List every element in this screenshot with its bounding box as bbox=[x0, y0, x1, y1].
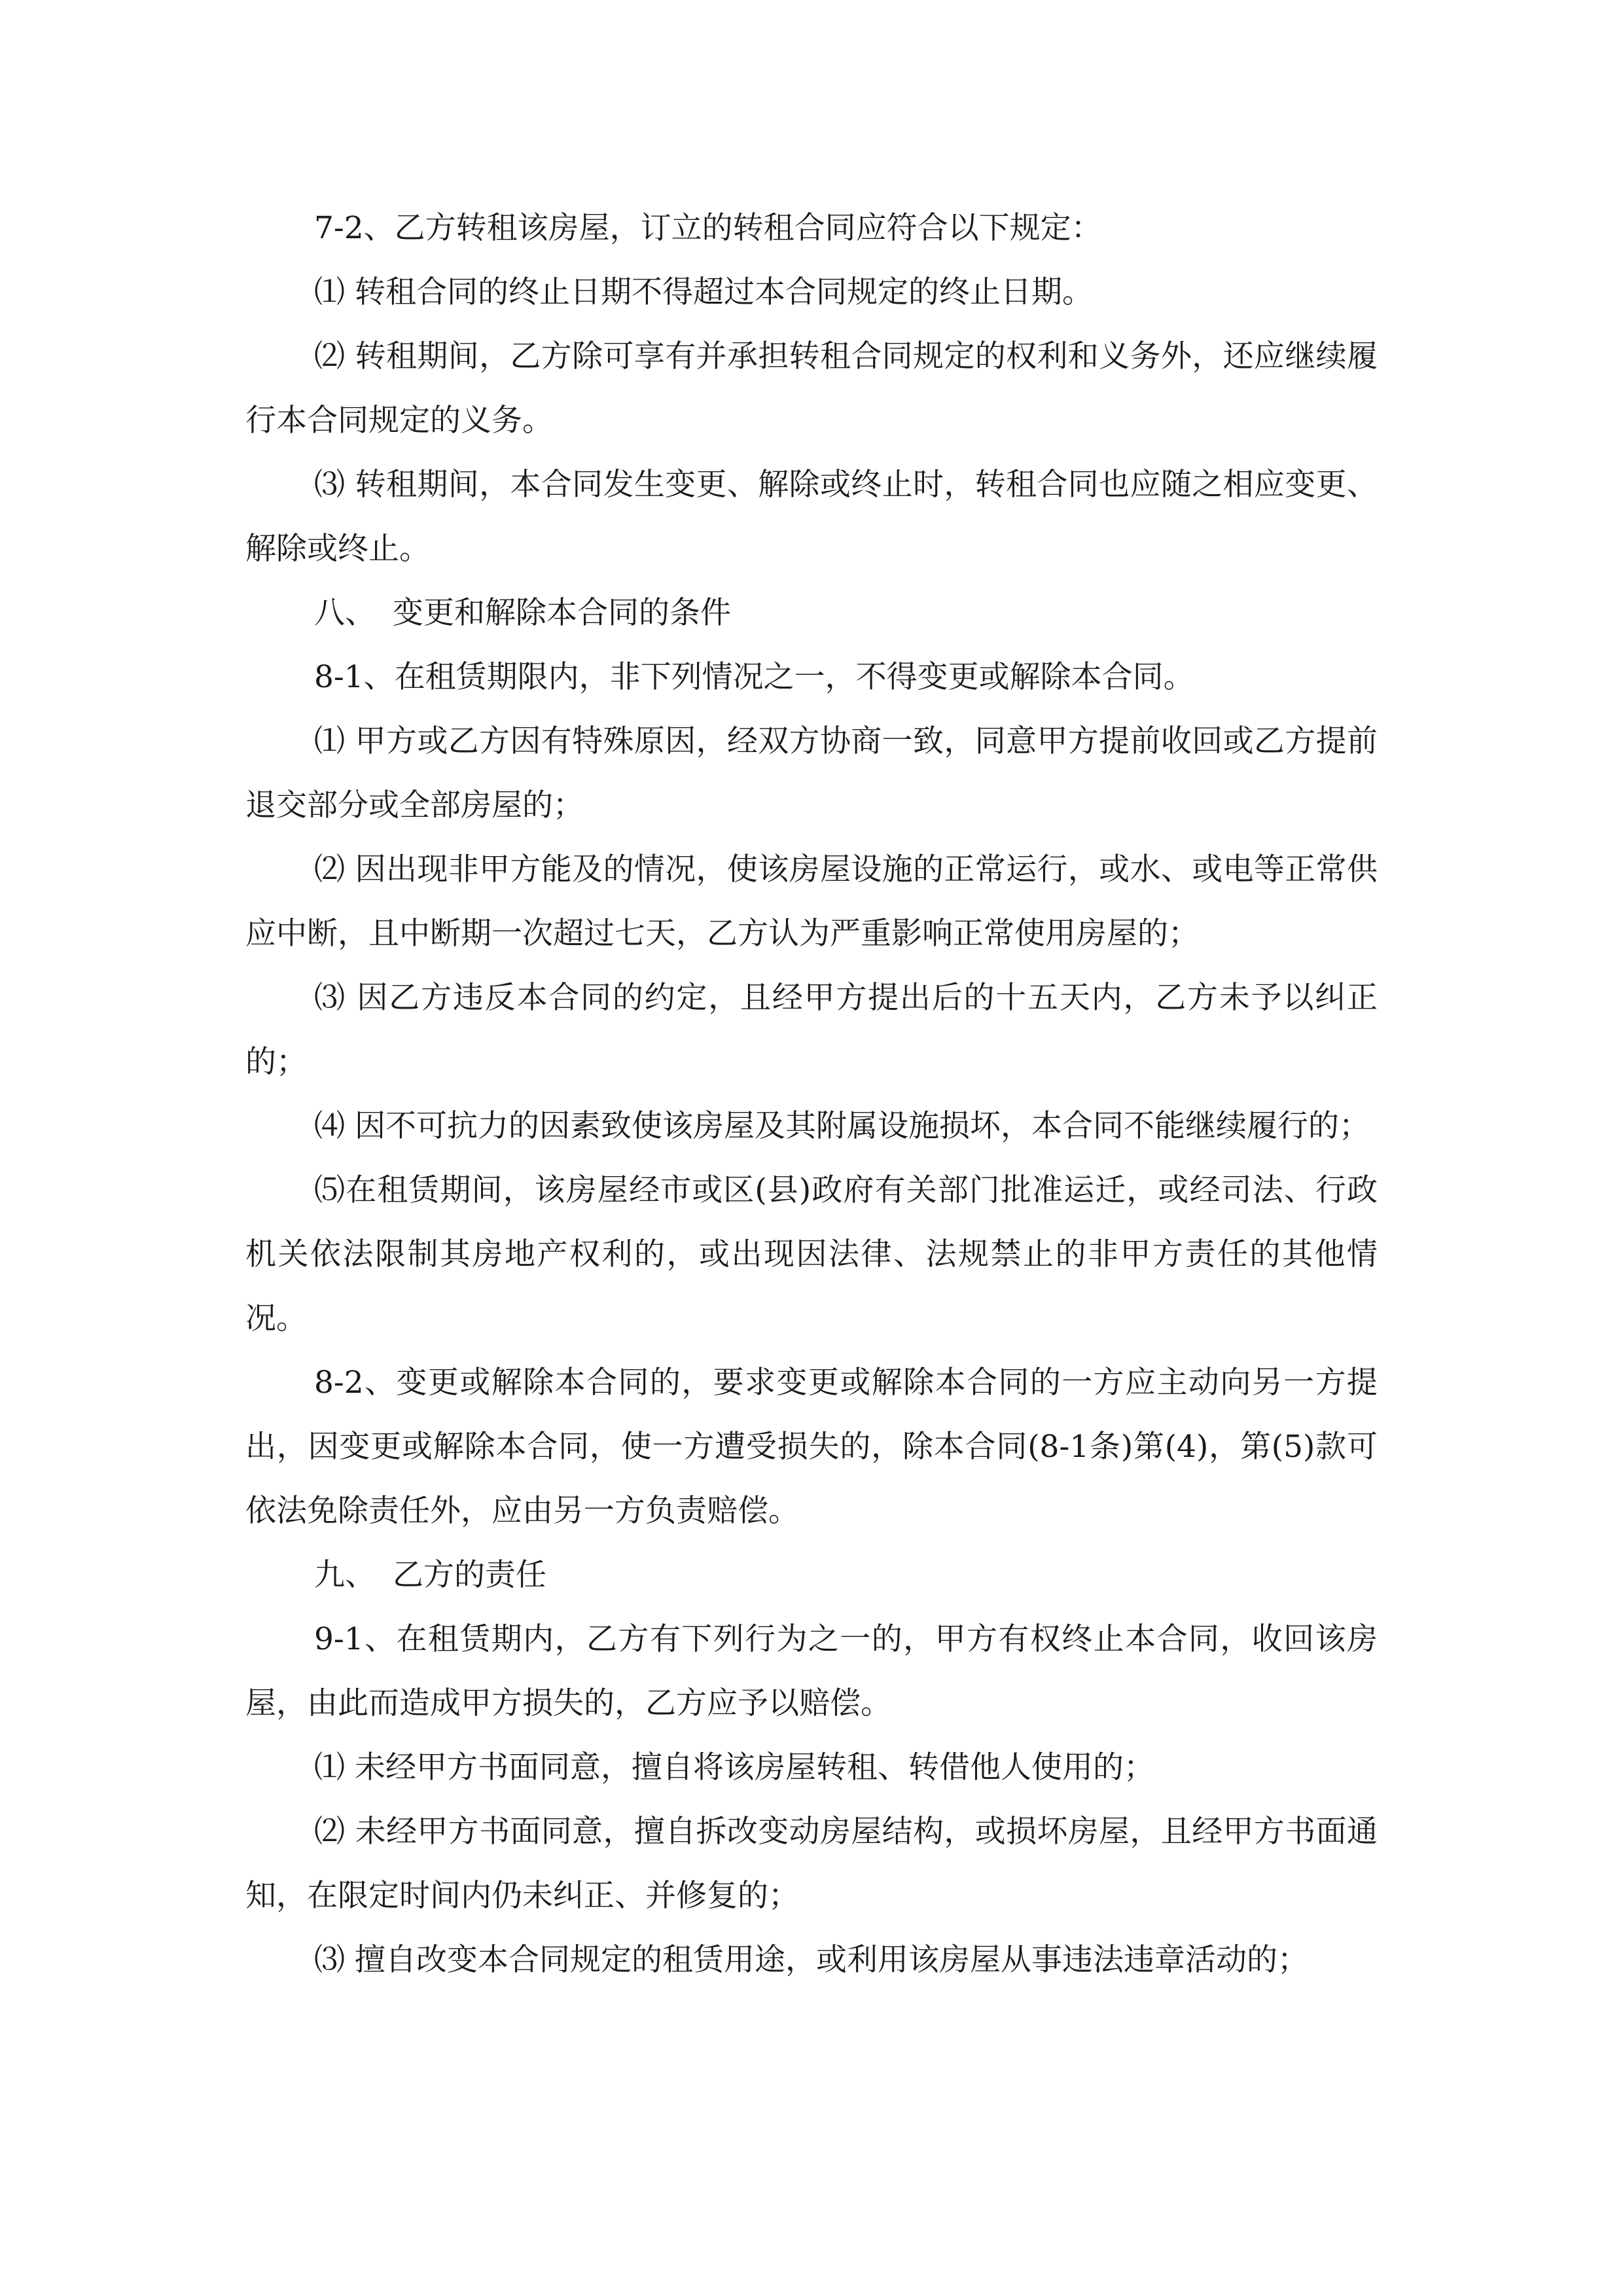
document-body bbox=[245, 196, 1378, 1992]
clause-8-1-item-4: ⑷ 因不可抗力的因素致使该房屋及其附属设施损坏，本合同不能继续履行的； bbox=[314, 1108, 1370, 1144]
clause-8-1-item-1: ⑴ 甲方或乙方因有特殊原因，经双方协商一致，同意甲方提前收回或乙方提前退交部分或全部房屋的； bbox=[245, 723, 1378, 823]
section-8-number: 八、 bbox=[314, 595, 376, 631]
clause-7-2-item-3: ⑶ 转租期间，本合同发生变更、解除或终止时，转租合同也应随之相应变更、解除或终止。 bbox=[245, 467, 1378, 567]
clause-9-1: 9-1、在租赁期内，乙方有下列行为之一的，甲方有权终止本合同，收回该房屋，由此而造成甲方损失的，乙方应予以赔偿。 bbox=[245, 1621, 1378, 1721]
section-9-title: 乙方的责任 bbox=[393, 1557, 546, 1593]
clause-8-1: 8-1、在租赁期限内，非下列情况之一，不得变更或解除本合同。 bbox=[314, 659, 1194, 695]
clause-7-2-item-1: ⑴ 转租合同的终止日期不得超过本合同规定的终止日期。 bbox=[314, 274, 1093, 310]
section-9-heading bbox=[245, 1543, 1378, 1607]
section-8-title: 变更和解除本合同的条件 bbox=[393, 595, 731, 631]
clause-7-2-item-2: ⑵ 转租期间，乙方除可享有并承担转租合同规定的权利和义务外，还应继续履行本合同规定的义务。 bbox=[245, 338, 1378, 439]
clause-9-1-item-3: ⑶ 擅自改变本合同规定的租赁用途，或利用该房屋从事违法违章活动的； bbox=[314, 1942, 1308, 1978]
clause-8-1-item-2: ⑵ 因出现非甲方能及的情况，使该房屋设施的正常运行，或水、或电等正常供应中断，且中断期一次超过七天，乙方认为严重影响正常使用房屋的； bbox=[245, 852, 1378, 952]
section-9-number: 九、 bbox=[314, 1557, 376, 1593]
clause-7-2: 7-2、乙方转租该房屋，订立的转租合同应符合以下规定： bbox=[314, 210, 1102, 246]
section-8-heading bbox=[245, 581, 1378, 645]
clause-8-1-item-3: ⑶ 因乙方违反本合同的约定，且经甲方提出后的十五天内，乙方未予以纠正的； bbox=[245, 980, 1378, 1080]
clause-9-1-item-1: ⑴ 未经甲方书面同意，擅自将该房屋转租、转借他人使用的； bbox=[314, 1749, 1154, 1785]
clause-9-1-item-2: ⑵ 未经甲方书面同意，擅自拆改变动房屋结构，或损坏房屋，且经甲方书面通知，在限定时间内仍未纠正、并修复的； bbox=[245, 1814, 1378, 1914]
clause-8-1-item-5: ⑸在租赁期间，该房屋经市或区(县)政府有关部门批准运迁，或经司法、行政机关依法限制其房地产权利的，或出现因法律、法规禁止的非甲方责任的其他情况。 bbox=[245, 1172, 1378, 1336]
clause-8-2: 8-2、变更或解除本合同的，要求变更或解除本合同的一方应主动向另一方提出，因变更或解除本合同，使一方遭受损失的，除本合同(8-1条)第(4)，第(5)款可依法免除责任外，应由另一方负责赔偿。 bbox=[245, 1365, 1378, 1529]
